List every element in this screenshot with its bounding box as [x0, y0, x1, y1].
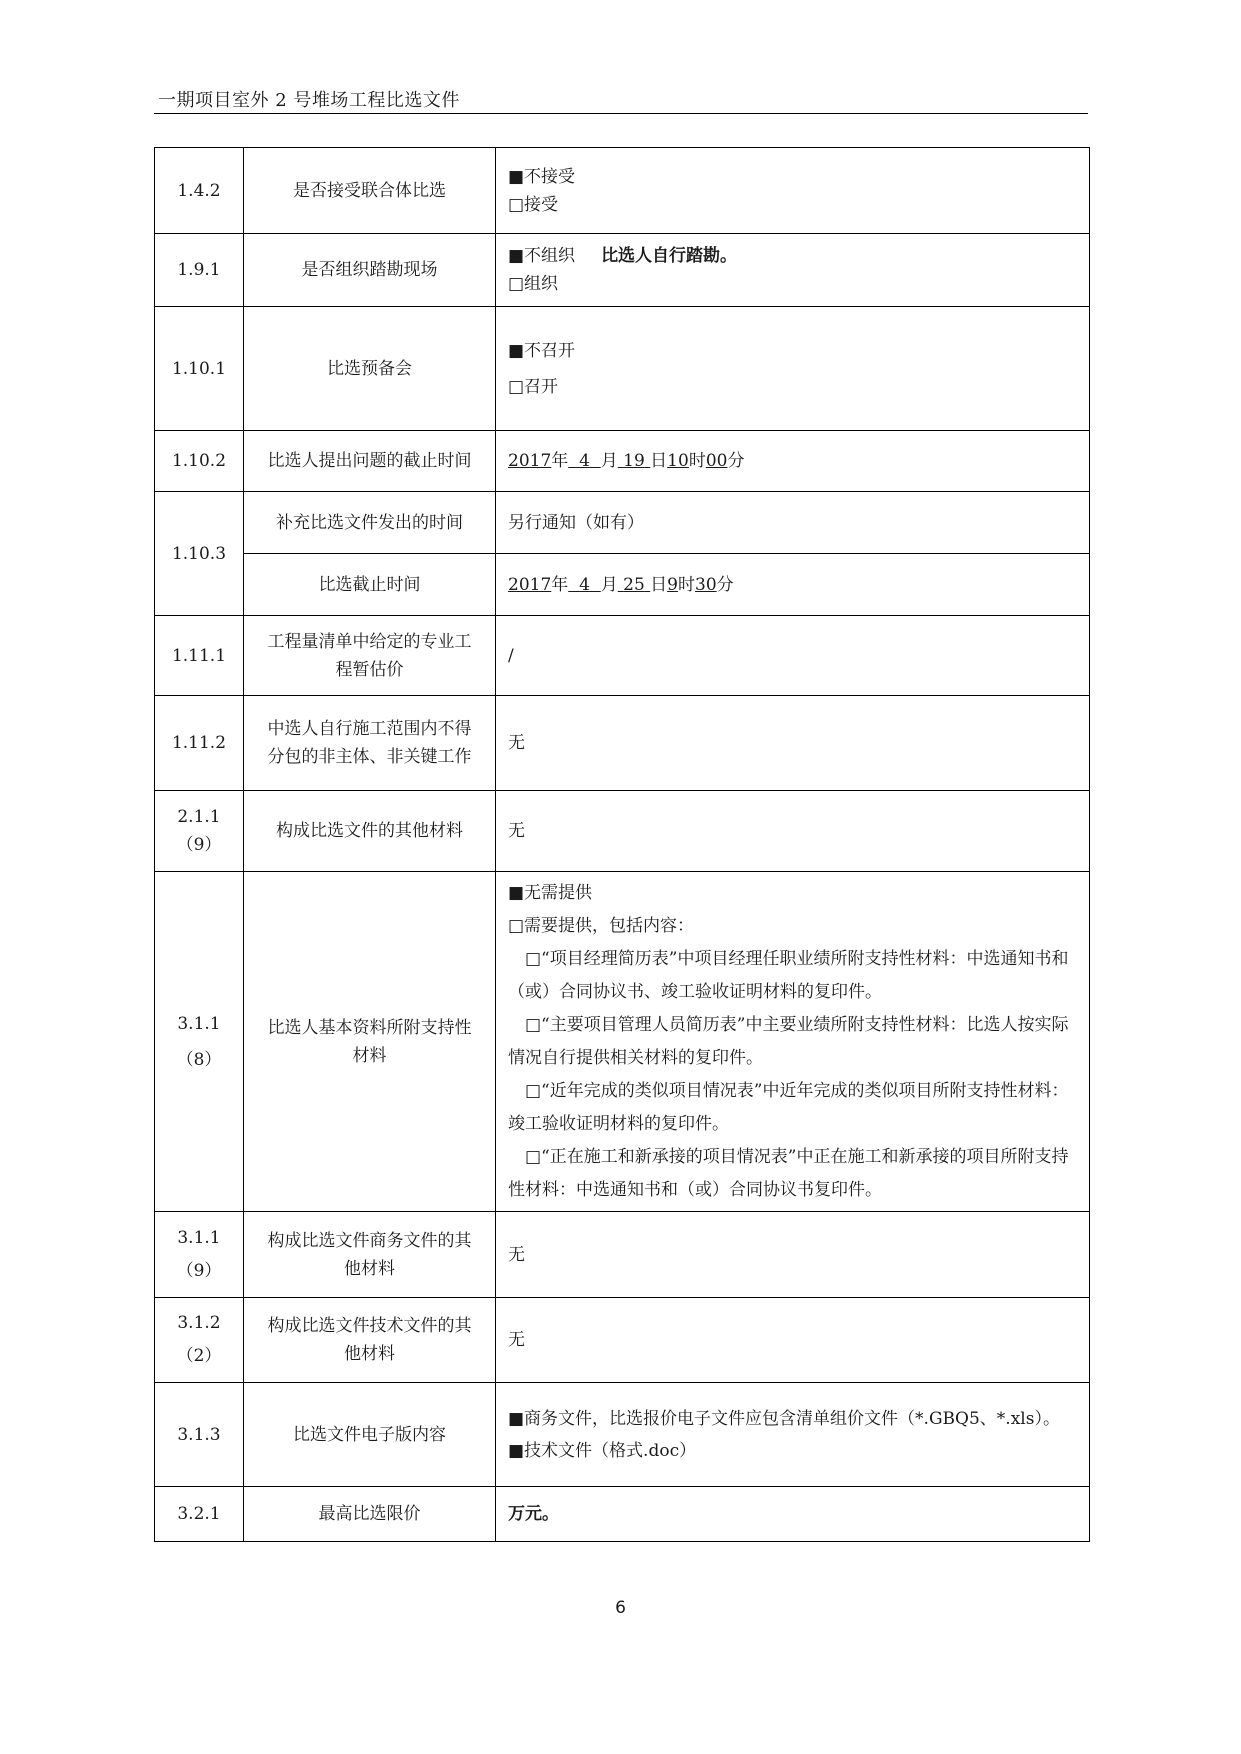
clause-number-line: （2）	[176, 1346, 222, 1366]
header-rule	[154, 113, 1088, 114]
clause-item: 比选预备会	[244, 307, 496, 431]
bidding-info-table	[154, 147, 1090, 1542]
hour-unit: 时	[678, 574, 695, 595]
clause-number: 1.11.1	[155, 616, 244, 696]
checkbox-option: □需要提供，包括内容：	[508, 915, 695, 936]
clause-content	[496, 148, 1090, 234]
clause-number: 1.10.3	[155, 492, 244, 616]
checkbox-option: ■商务文件，比选报价电子文件应包含清单组价文件（*.GBQ5、*.xls）。	[508, 1408, 1060, 1429]
table-row	[155, 554, 1090, 616]
clause-number: 1.9.1	[155, 234, 244, 307]
clause-item: 比选人提出问题的截止时间	[244, 431, 496, 492]
checkbox-option: □组织	[508, 274, 559, 294]
supporting-material-item: □“近年完成的类似项目情况表”中近年完成的类似项目所附支持性材料：竣工验收证明材料的复印件。	[508, 1080, 1069, 1134]
day-unit: 日	[650, 574, 668, 595]
supporting-material-item: □“项目经理简历表”中项目经理任职业绩所附支持性材料：中选通知书和（或）合同协议书、竣工验收证明材料的复印件。	[508, 948, 1069, 1002]
table-row	[155, 148, 1090, 234]
minute-unit: 分	[716, 574, 734, 595]
clause-number-line: （9）	[176, 835, 222, 855]
clause-number: 1.4.2	[155, 148, 244, 234]
checkbox-option: ■无需提供	[508, 882, 593, 903]
checkbox-option: ■技术文件（格式.doc）	[508, 1440, 697, 1461]
checkbox-option: ■不召开	[508, 340, 576, 361]
table-row	[155, 872, 1090, 1212]
clause-content	[496, 872, 1090, 1212]
checkbox-option	[508, 242, 1077, 270]
hour-unit: 时	[688, 451, 706, 471]
table-row	[155, 307, 1090, 431]
minute-value: 30	[695, 574, 717, 595]
clause-item-line: 中选人自行施工范围内不得	[267, 719, 472, 739]
clause-number: 1.10.2	[155, 431, 244, 492]
month-value: 4	[579, 574, 590, 595]
running-header-title: 一期项目室外 2 号堆场工程比选文件	[158, 90, 460, 111]
price-limit-value: 万元。	[496, 1487, 1090, 1542]
clause-item-line: 分包的非主体、非关键工作	[267, 747, 472, 767]
clause-item: 构成比选文件的其他材料	[244, 791, 496, 872]
clause-content: 无	[496, 1212, 1090, 1298]
clause-content	[496, 234, 1090, 307]
supporting-material-item: □“正在施工和新承接的项目情况表”中正在施工和新承接的项目所附支持性材料：中选通知书和（或）合同协议书复印件。	[508, 1146, 1069, 1200]
table-row	[155, 1212, 1090, 1298]
clause-item	[244, 1298, 496, 1383]
month-value: 4	[579, 451, 590, 471]
clause-number-line: 3.1.2	[177, 1313, 221, 1333]
month-unit: 月	[600, 451, 618, 471]
clause-number: 1.11.2	[155, 696, 244, 791]
clause-number-line: 3.1.1	[177, 1013, 221, 1034]
clause-item-line: 材料	[352, 1045, 387, 1066]
clause-number	[155, 1212, 244, 1298]
clause-item: 比选文件电子版内容	[244, 1383, 496, 1487]
table-row	[155, 791, 1090, 872]
clause-content: 无	[496, 791, 1090, 872]
clause-item: 是否组织踏勘现场	[244, 234, 496, 307]
clause-item-line: 构成比选文件商务文件的其	[267, 1230, 472, 1251]
clause-content	[496, 307, 1090, 431]
clause-item	[244, 1212, 496, 1298]
table-row	[155, 492, 1090, 554]
clause-item-line: 工程量清单中给定的专业工	[267, 631, 472, 652]
clause-number-line: （9）	[176, 1260, 222, 1281]
hour-value: 10	[667, 451, 689, 471]
clause-content	[496, 1383, 1090, 1487]
minute-value: 00	[705, 451, 728, 471]
checkbox-option-label: ■不组织	[508, 246, 576, 266]
month-unit: 月	[600, 574, 618, 595]
clause-number	[155, 1298, 244, 1383]
checkbox-option: □接受	[508, 194, 559, 215]
year-unit: 年	[551, 451, 569, 471]
checkbox-option: ■不接受	[508, 166, 576, 187]
clause-content: 另行通知（如有）	[496, 492, 1090, 554]
inspection-note: 比选人自行踏勘。	[601, 246, 738, 266]
clause-item-line: 构成比选文件技术文件的其	[267, 1316, 472, 1336]
clause-item: 比选截止时间	[244, 554, 496, 616]
clause-item	[244, 872, 496, 1212]
clause-number-line: 2.1.1	[177, 807, 221, 827]
clause-content: /	[496, 616, 1090, 696]
day-value: 19	[623, 451, 645, 471]
minute-unit: 分	[727, 451, 745, 471]
checkbox-option: □召开	[508, 376, 559, 397]
table-row	[155, 1383, 1090, 1487]
page-number: 6	[615, 1598, 626, 1618]
clause-item: 最高比选限价	[244, 1487, 496, 1542]
clause-item-line: 他材料	[344, 1344, 395, 1364]
table-row	[155, 1487, 1090, 1542]
table-row	[155, 431, 1090, 492]
supporting-material-item: □“主要项目管理人员简历表”中主要业绩所附支持性材料：比选人按实际情况自行提供相关材料的复印件。	[508, 1014, 1069, 1068]
year-unit: 年	[551, 574, 569, 595]
day-unit: 日	[650, 451, 668, 471]
day-value: 25	[623, 574, 645, 595]
clause-content: 无	[496, 696, 1090, 791]
deadline-datetime	[496, 554, 1090, 616]
clause-content: 无	[496, 1298, 1090, 1383]
clause-item-line: 程暂估价	[335, 659, 404, 680]
clause-number: 1.10.1	[155, 307, 244, 431]
clause-item-line: 比选人基本资料所附支持性	[267, 1017, 472, 1038]
clause-item-line: 他材料	[344, 1258, 395, 1279]
clause-item	[244, 696, 496, 791]
clause-number: 3.2.1	[155, 1487, 244, 1542]
table-row	[155, 696, 1090, 791]
clause-number	[155, 872, 244, 1212]
table-row	[155, 616, 1090, 696]
year-value: 2017	[508, 574, 552, 595]
hour-value: 9	[667, 574, 678, 595]
clause-item: 是否接受联合体比选	[244, 148, 496, 234]
clause-number: 3.1.3	[155, 1383, 244, 1487]
clause-number-line: （8）	[176, 1049, 222, 1070]
clause-number	[155, 791, 244, 872]
table-row	[155, 1298, 1090, 1383]
year-value: 2017	[508, 451, 552, 471]
deadline-datetime	[496, 431, 1090, 492]
clause-number-line: 3.1.1	[177, 1227, 221, 1248]
clause-item: 补充比选文件发出的时间	[244, 492, 496, 554]
clause-item	[244, 616, 496, 696]
table-row	[155, 234, 1090, 307]
